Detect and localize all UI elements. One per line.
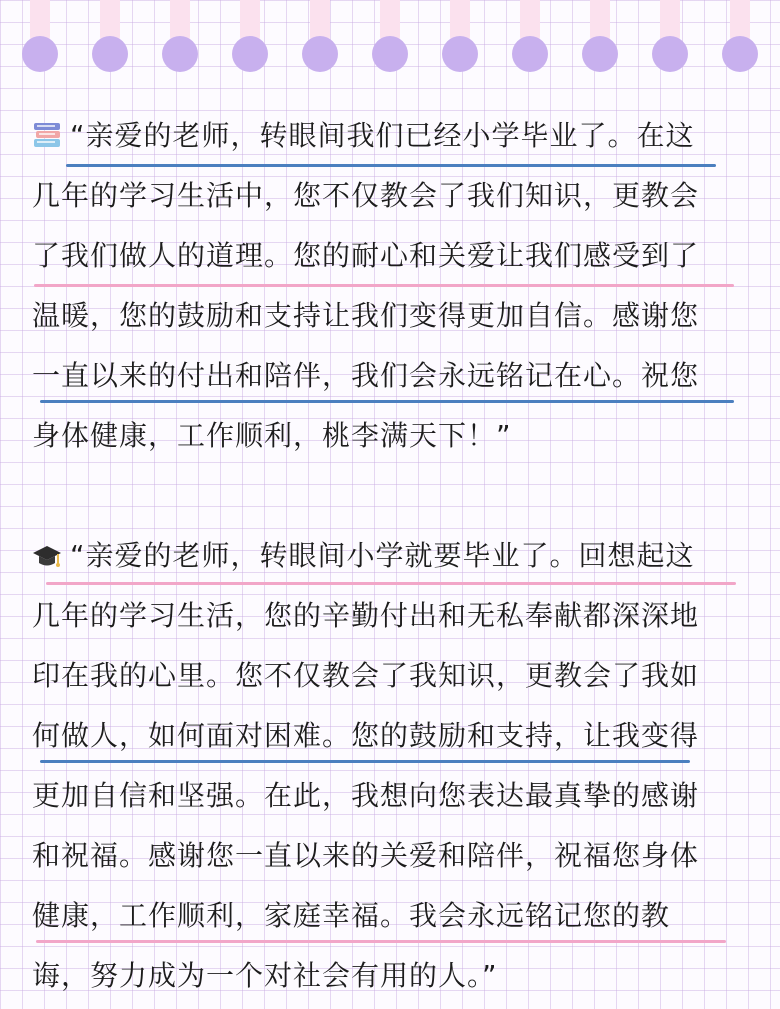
binder-ring	[302, 0, 338, 72]
message-line: 诲，努力成为一个对社会有用的人。”	[32, 959, 498, 992]
books-icon	[32, 120, 62, 150]
message-line: “亲爱的老师，转眼间我们已经小学毕业了。在这	[70, 119, 695, 152]
message-line: 了我们做人的道理。您的耐心和关爱让我们感受到了	[32, 239, 700, 272]
binder-ring	[162, 0, 198, 72]
underline	[46, 582, 736, 585]
message-line: 身体健康，工作顺利，桃李满天下！”	[32, 419, 512, 452]
binder-rings	[0, 0, 780, 80]
binder-ring	[22, 0, 58, 72]
binder-ring	[512, 0, 548, 72]
message-line: 几年的学习生活中，您不仅教会了我们知识，更教会	[32, 179, 700, 212]
message-line: 健康，工作顺利，家庭幸福。我会永远铭记您的教	[32, 899, 671, 932]
binder-ring	[442, 0, 478, 72]
message-line: “亲爱的老师，转眼间小学就要毕业了。回想起这	[70, 539, 695, 572]
message-line: 一直以来的付出和陪伴，我们会永远铭记在心。祝您	[32, 359, 700, 392]
underline	[40, 400, 734, 403]
binder-ring	[582, 0, 618, 72]
message-line: 何做人，如何面对困难。您的鼓励和支持，让我变得	[32, 719, 700, 752]
binder-ring	[92, 0, 128, 72]
message-line: 和祝福。感谢您一直以来的关爱和陪伴，祝福您身体	[32, 839, 700, 872]
message-line: 温暖，您的鼓励和支持让我们变得更加自信。感谢您	[32, 299, 700, 332]
message-line: 更加自信和坚强。在此，我想向您表达最真挚的感谢	[32, 779, 700, 812]
message-line: 几年的学习生活，您的辛勤付出和无私奉献都深深地	[32, 599, 700, 632]
message-line: 印在我的心里。您不仅教会了我知识，更教会了我如	[32, 659, 700, 692]
graduation-cap-icon	[32, 542, 62, 572]
underline	[36, 940, 726, 943]
binder-ring	[652, 0, 688, 72]
binder-ring	[722, 0, 758, 72]
underline	[40, 760, 690, 763]
binder-ring	[372, 0, 408, 72]
binder-ring	[232, 0, 268, 72]
